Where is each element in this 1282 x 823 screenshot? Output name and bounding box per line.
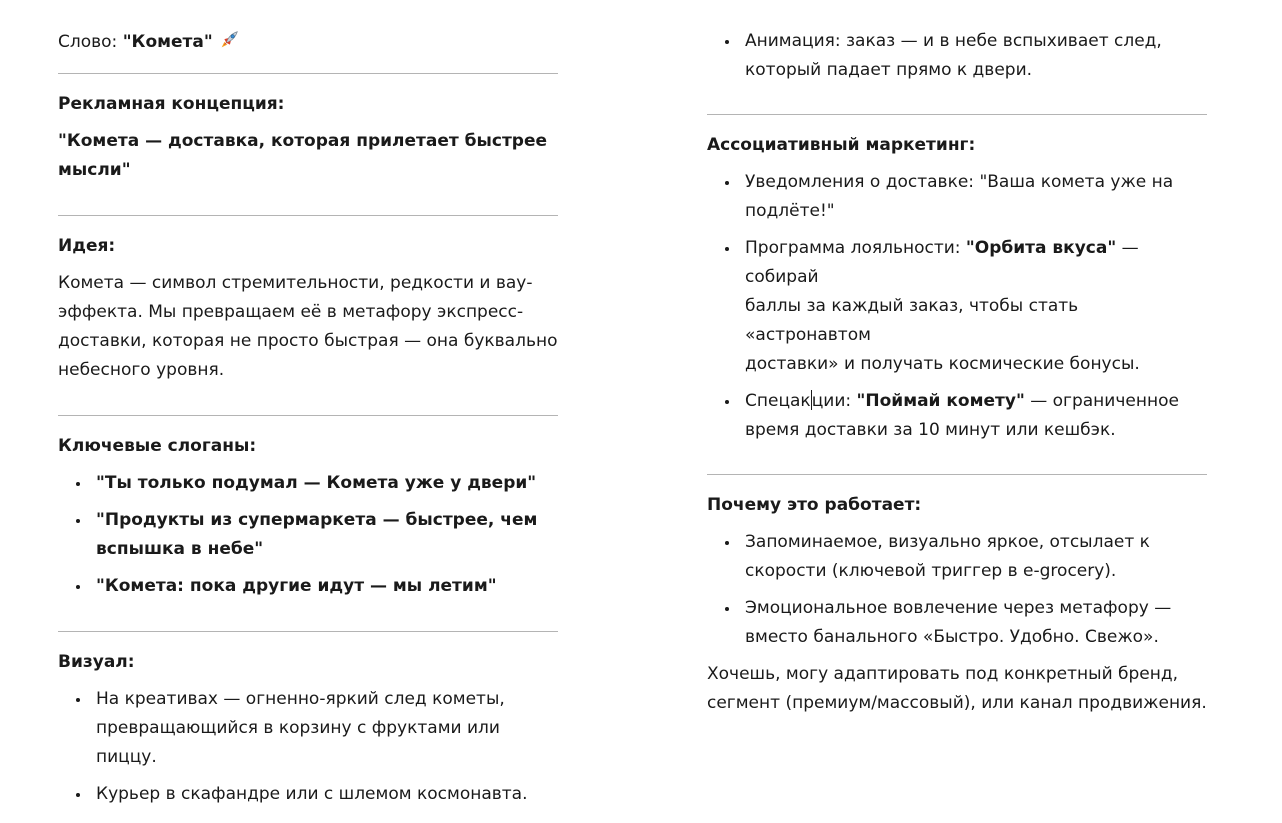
loyalty-text: доставки» и получать космические бонусы. (745, 354, 1140, 374)
rocket-icon (218, 29, 240, 51)
loyalty-text: баллы за каждый заказ, чтобы стать «астронавтом (745, 296, 1079, 345)
slogan-text: "Комета: пока другие идут — мы летим" (96, 576, 497, 596)
why-text: Эмоциональное вовлечение через метафору — (745, 598, 1172, 618)
idea-line: Комета — символ стремительности, редкости и вау- (58, 273, 533, 293)
loyalty-text: Программа лояльности: (745, 238, 966, 258)
animation-text: Анимация: заказ — и в небе вспыхивает след, (745, 31, 1162, 51)
left-column (58, 0, 558, 809)
loyalty-program-name: "Орбита вкуса" (965, 238, 1117, 258)
list-item (707, 27, 1207, 85)
slogans-list (58, 469, 558, 601)
promo-text: Спецак (745, 391, 811, 411)
closing-text (707, 660, 1207, 718)
word-value: "Комета" (122, 32, 213, 52)
list-item (707, 594, 1207, 652)
promo-text: время доставки за 10 минут или кешбэк. (745, 420, 1116, 440)
why-text: скорости (ключевой триггер в e-grocery). (745, 561, 1117, 581)
list-item (707, 528, 1207, 586)
list-item (58, 506, 558, 564)
word-line (58, 28, 558, 57)
closing-line: сегмент (премиум/массовый), или канал продвижения. (707, 693, 1207, 713)
idea-heading: Идея: (58, 236, 116, 256)
ad-concept-heading: Рекламная концепция: (58, 94, 285, 114)
why-text: вместо банального «Быстро. Удобно. Свежо». (745, 627, 1159, 647)
why-heading: Почему это работает: (707, 495, 922, 515)
visual-text: На креативах — огненно-яркий след кометы, (96, 689, 505, 709)
why-list (707, 528, 1207, 652)
ad-concept-text (58, 127, 558, 185)
visual-text: превращающийся в корзину с фруктами или пиццу. (96, 718, 500, 767)
idea-line: эффекта. Мы превращаем её в метафору экспресс- (58, 302, 524, 322)
list-item (58, 469, 558, 498)
ad-concept-line: "Комета — доставка, которая прилетает быстрее (58, 131, 548, 151)
animation-text: который падает прямо к двери. (745, 60, 1033, 80)
visual-heading: Визуал: (58, 652, 135, 672)
why-text: Запоминаемое, визуально яркое, отсылает к (745, 532, 1150, 552)
assoc-text: Уведомления о доставке: "Ваша комета уже на (745, 172, 1174, 192)
promo-name: "Поймай комету" (856, 391, 1025, 411)
closing-line: Хочешь, могу адаптировать под конкретный бренд, (707, 664, 1179, 684)
visual-text: Курьер в скафандре или с шлемом космонавта. (96, 784, 528, 804)
list-item (707, 234, 1207, 379)
promo-text: ции: (811, 391, 857, 411)
idea-line: доставки, которая не просто быстрая — она буквально (58, 331, 558, 351)
loyalty-text: — собирай (745, 238, 1139, 287)
list-item (707, 168, 1207, 226)
assoc-heading: Ассоциативный маркетинг: (707, 135, 976, 155)
visual-list (58, 685, 558, 809)
list-item (58, 572, 558, 601)
list-item (58, 780, 558, 809)
word-label: Слово: (58, 32, 123, 52)
idea-line: небесного уровня. (58, 360, 225, 380)
slogan-text: "Продукты из супермаркета — быстрее, чем (96, 510, 538, 530)
assoc-list (707, 168, 1207, 445)
list-item (707, 387, 1207, 445)
slogans-heading: Ключевые слоганы: (58, 436, 257, 456)
idea-text (58, 269, 558, 385)
promo-text: — ограниченное (1024, 391, 1179, 411)
slogan-text: "Ты только подумал — Комета уже у двери" (96, 473, 537, 493)
assoc-text: подлёте!" (745, 201, 835, 221)
ad-concept-line: мысли" (58, 160, 131, 180)
animation-list (707, 27, 1207, 85)
slogan-text: вспышка в небе" (96, 539, 264, 559)
right-column (707, 0, 1207, 718)
list-item (58, 685, 558, 772)
